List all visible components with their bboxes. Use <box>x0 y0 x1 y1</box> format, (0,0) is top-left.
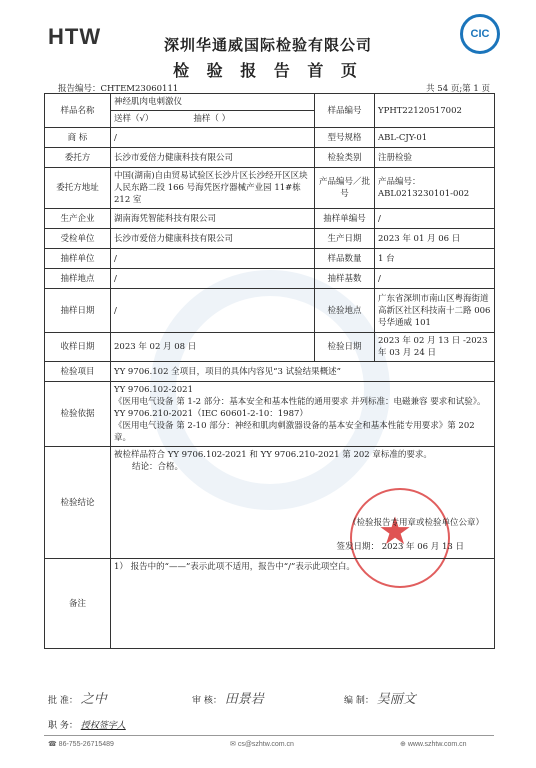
label-sample-no: 样品编号 <box>315 94 375 128</box>
label-test-place: 检验地点 <box>315 289 375 333</box>
value-inspection-type: 注册检验 <box>375 148 495 168</box>
stamp-star-icon: ★ <box>378 509 413 553</box>
approve: 批 准： 之中 <box>48 692 107 707</box>
label-model: 型号规格 <box>315 128 375 148</box>
label-receive-date: 收样日期 <box>45 333 111 362</box>
value-conclusion: 被检样品符合 YY 9706.102-2021 和 YY 9706.210-2021 第 202 章标准的要求。 结论：合格。 （检验报告专用章或检验单位公章） 签发日期： 2023 年 06 月 13 日 <box>111 447 495 559</box>
value-batch: 产品编号：ABL0213230101-002 <box>375 168 495 209</box>
issue-date: 签发日期： 2023 年 06 月 13 日 <box>336 542 464 552</box>
value-sample-qty: 1 台 <box>375 249 495 269</box>
globe-icon: ⊕ <box>400 741 408 748</box>
page-count: 共 54 页;第 1 页 <box>426 84 490 94</box>
review: 审 核： 田景岩 <box>192 692 264 707</box>
value-sampling-place: / <box>111 269 315 289</box>
label-sampling-base: 抽样基数 <box>315 269 375 289</box>
value-client: 长沙市爱倍力健康科技有限公司 <box>111 148 315 168</box>
value-basis: YY 9706.102-2021 《医用电气设备 第 1-2 部分：基本安全和基本性能的通用要求 并列标准：电磁兼容 要求和试验》。 YY 9706.210-2021（IEC 60601-2-10：1987） 《医用电气设备 第 2-10 部分：神经和肌肉刺激器设备的基本安全和基本性能专用要求》第 202 章。 <box>111 382 495 447</box>
label-test-date: 检验日期 <box>315 333 375 362</box>
mail-icon: ✉ <box>230 741 238 748</box>
label-inspection-type: 检验类别 <box>315 148 375 168</box>
value-sampling-date: / <box>111 289 315 333</box>
label-client: 委托方 <box>45 148 111 168</box>
value-remark: 1） 报告中的“——”表示此项不适用，报告中“/”表示此项空白。 <box>111 559 495 649</box>
label-sampling-date: 抽样日期 <box>45 289 111 333</box>
htw-logo: HTW <box>48 24 102 49</box>
label-sample-qty: 样品数量 <box>315 249 375 269</box>
stamp-note: （检验报告专用章或检验单位公章） <box>347 518 484 528</box>
label-trademark: 商 标 <box>45 128 111 148</box>
footer-website: ⊕ www.szhtw.com.cn <box>400 741 467 748</box>
report-table <box>44 93 495 649</box>
value-sampling-unit: / <box>111 249 315 269</box>
phone-icon: ☎ <box>48 741 59 748</box>
label-batch: 产品编号／批号 <box>315 168 375 209</box>
value-sampling-base: / <box>375 269 495 289</box>
label-sampling-no: 抽样单编号 <box>315 209 375 229</box>
label-sampling-place: 抽样地点 <box>45 269 111 289</box>
label-remark: 备注 <box>45 559 111 649</box>
review-signature: 田景岩 <box>224 692 264 707</box>
report-number: 报告编号：CHTEM23060111 <box>58 84 179 94</box>
value-receiver: 长沙市爱倍力健康科技有限公司 <box>111 229 315 249</box>
footer-divider <box>44 735 494 736</box>
value-sample-no: YPHT22120517002 <box>375 94 495 128</box>
value-receive-date: 2023 年 02 月 08 日 <box>111 333 315 362</box>
sample-method: 送样（√） 抽样（ ） <box>111 111 315 128</box>
prepare-signature: 吴丽文 <box>376 692 416 707</box>
value-sample-name: 神经肌肉电刺激仪 <box>111 94 315 111</box>
label-conclusion: 检验结论 <box>45 447 111 559</box>
company-name: 深圳华通威国际检验有限公司 <box>163 36 372 54</box>
value-items: YY 9706.102 全项目，项目的具体内容见“3 试验结果概述” <box>111 362 495 382</box>
value-model: ABL-CJY-01 <box>375 128 495 148</box>
approve-signature: 之中 <box>80 692 107 707</box>
label-prod-date: 生产日期 <box>315 229 375 249</box>
label-manufacturer: 生产企业 <box>45 209 111 229</box>
value-sampling-no: / <box>375 209 495 229</box>
label-receiver: 受检单位 <box>45 229 111 249</box>
value-prod-date: 2023 年 01 月 06 日 <box>375 229 495 249</box>
label-sampling-unit: 抽样单位 <box>45 249 111 269</box>
label-items: 检验项目 <box>45 362 111 382</box>
value-client-address: 中国(湖南)自由贸易试验区长沙片区长沙经开区区块人民东路二段 166 号海凭医疗器械产业园 11#栋 212 室 <box>111 168 315 209</box>
document-title: 检 验 报 告 首 页 <box>173 61 363 80</box>
prepare: 编 制： 吴丽文 <box>344 692 416 707</box>
value-test-place: 广东省深圳市南山区粤海街道高新区社区科技南十二路 006 号华通威 101 <box>375 289 495 333</box>
value-manufacturer: 湖南海凭智能科技有限公司 <box>111 209 315 229</box>
label-sample-name: 样品名称 <box>45 94 111 128</box>
footer-phone: ☎ 86-755-26715489 <box>48 741 114 748</box>
label-basis: 检验依据 <box>45 382 111 447</box>
value-test-date: 2023 年 02 月 13 日 -2023 年 03 月 24 日 <box>375 333 495 362</box>
cic-logo: CIC <box>460 14 500 54</box>
footer-email: ✉ cs@szhtw.com.cn <box>230 741 294 748</box>
value-trademark: / <box>111 128 315 148</box>
position: 职 务： 授权签字人 <box>48 721 126 731</box>
label-client-address: 委托方地址 <box>45 168 111 209</box>
